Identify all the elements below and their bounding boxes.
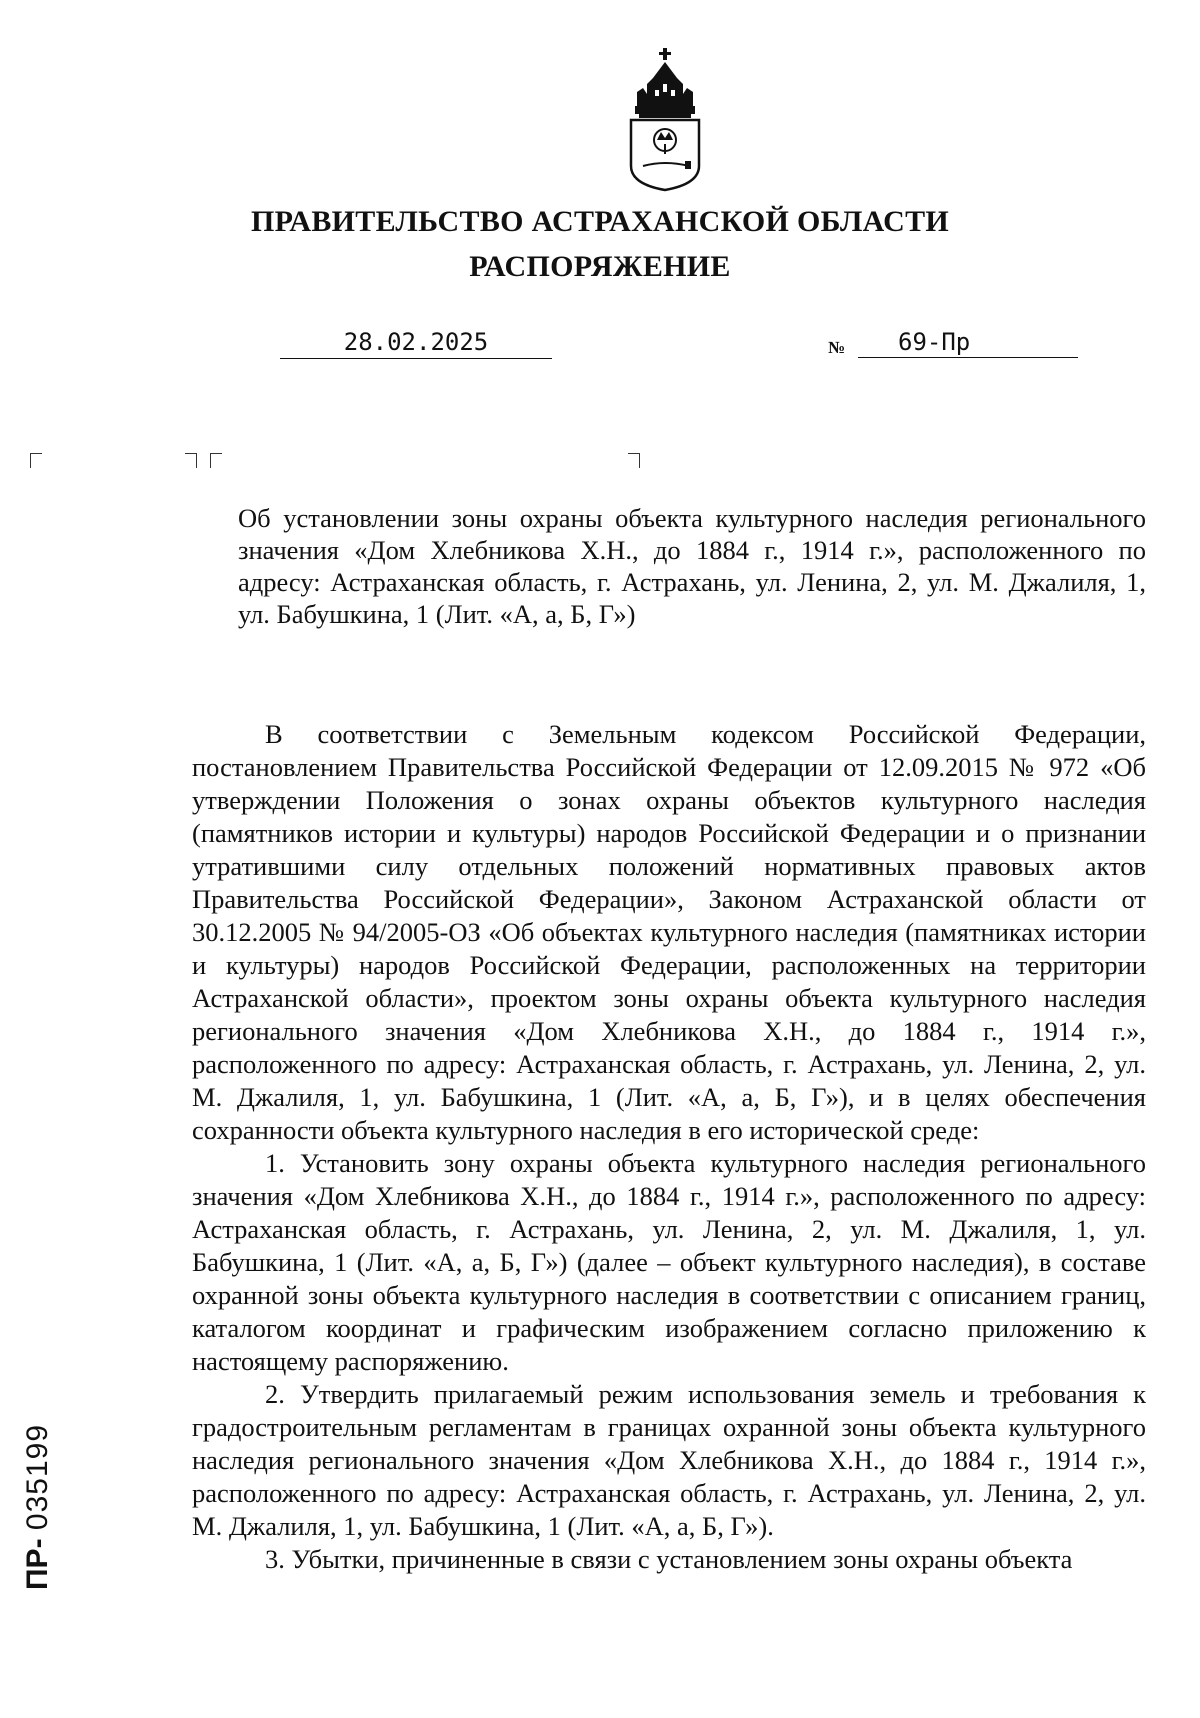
organization-title: ПРАВИТЕЛЬСТВО АСТРАХАНСКОЙ ОБЛАСТИ bbox=[250, 205, 950, 238]
document-body bbox=[192, 718, 1146, 1576]
document-type-title: РАСПОРЯЖЕНИЕ bbox=[469, 250, 731, 283]
document-date: 28.02.2025 bbox=[280, 328, 552, 359]
side-code-number: 035199 bbox=[21, 1423, 54, 1531]
item-3-paragraph: 3. Убытки, причиненные в связи с установлением зоны охраны объекта bbox=[265, 1544, 1073, 1574]
side-registration-code bbox=[18, 1400, 58, 1590]
preamble-paragraph: В соответствии с Земельным кодексом Российской Федерации, постановлением Правительства Российской Федерации от 12.09.2015 № 972 «Об утверждении Положения о зонах охраны объектов культурного наследия (памятников истории и культуры) народов Российской Федерации и о признании утратившими силу отдельных положений нормативных правовых актов Правительства Российской Федерации», Законом Астраханской области от 30.12.2005 № 94/2005-ОЗ «Об объектах культурного наследия (памятниках истории и культуры) народов Российской Федерации, расположенных на территории Астраханской области», проектом зоны охраны объекта культурного наследия регионального значения «Дом Хлебникова Х.Н., до 1884 г., 1914 г.», расположенного по адресу: Астраханская область, г. Астрахань, ул. Ленина, 2, ул. М. Джалиля, 1, ул. Бабушкина, 1 (Лит. «А, а, Б, Г»), и в целях обеспечения сохранности объекта культурного наследия в его исторической среде: bbox=[192, 719, 1146, 1145]
number-sign: № bbox=[828, 338, 846, 357]
corner-mark bbox=[185, 453, 197, 468]
side-code-prefix: ПР- bbox=[21, 1538, 54, 1590]
document-number: 69-Пр bbox=[858, 328, 1078, 358]
coat-of-arms-icon bbox=[625, 48, 705, 193]
item-1-paragraph: 1. Установить зону охраны объекта культурного наследия регионального значения «Дом Хлебникова Х.Н., до 1884 г., 1914 г.», расположенного по адресу: Астраханская область, г. Астрахань, ул. Ленина, 2, ул. М. Джалиля, 1, ул. Бабушкина, 1 (Лит. «А, а, Б, Г») (далее – объект культурного наследия), в составе охранной зоны объекта культурного наследия в соответствии с описанием границ, каталогом координат и графическим изображением согласно приложению к настоящему распоряжению. bbox=[192, 1148, 1146, 1376]
corner-mark bbox=[628, 453, 640, 468]
document-subject: Об установлении зоны охраны объекта культурного наследия регионального значения «Дом Хлебникова Х.Н., до 1884 г., 1914 г.», расположенного по адресу: Астраханская область, г. Астрахань, ул. Ленина, 2, ул. М. Джалиля, 1, ул. Бабушкина, 1 (Лит. «А, а, Б, Г») bbox=[238, 503, 1146, 629]
item-2-paragraph: 2. Утвердить прилагаемый режим использования земель и требования к градостроительным регламентам в границах охранной зоны объекта культурного наследия регионального значения «Дом Хлебникова Х.Н., до 1884 г., 1914 г.», расположенного по адресу: Астраханская область, г. Астрахань, ул. Ленина, 2, ул. М. Джалиля, 1, ул. Бабушкина, 1 (Лит. «А, а, Б, Г»). bbox=[192, 1379, 1146, 1541]
corner-mark bbox=[210, 453, 222, 468]
corner-mark bbox=[30, 453, 42, 468]
